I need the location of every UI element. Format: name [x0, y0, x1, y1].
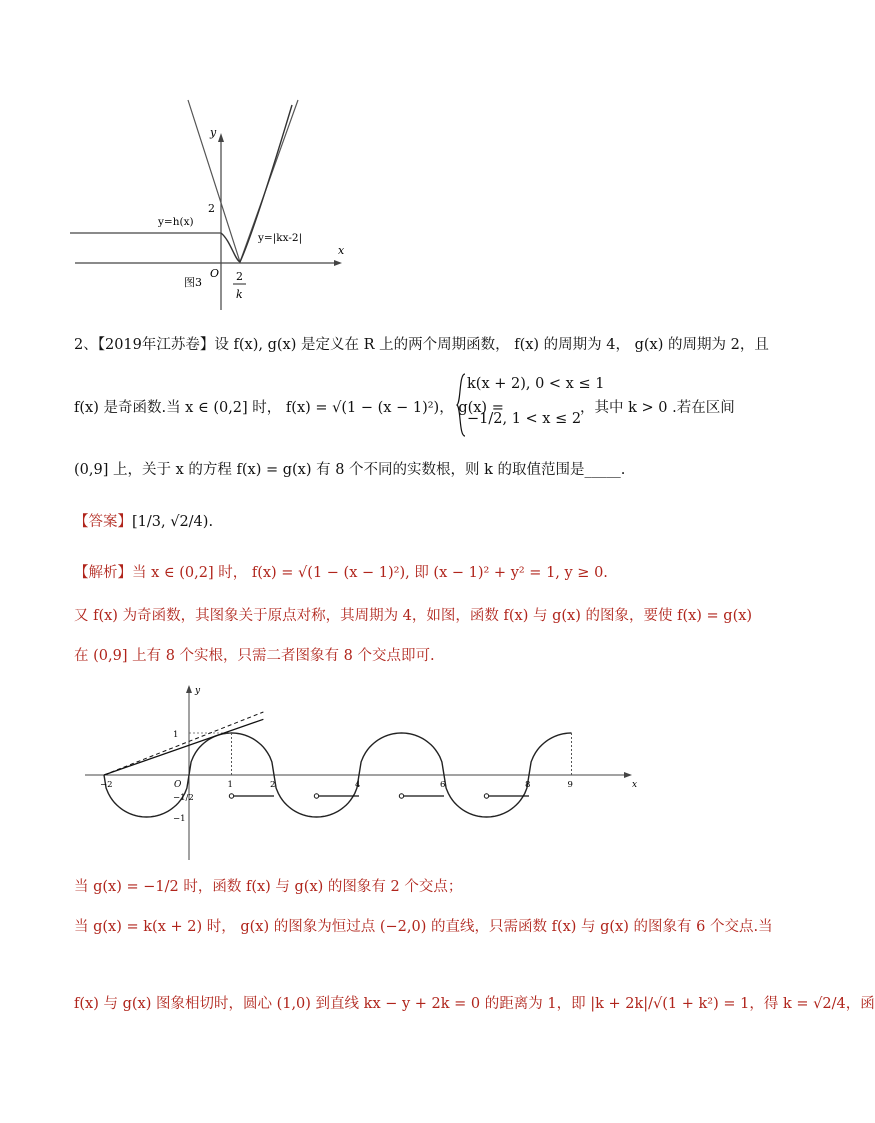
periodic-function-graph	[70, 680, 650, 870]
label-abs: y=|kx-2|	[258, 232, 303, 244]
origin-label: O	[174, 780, 182, 790]
x-axis-label: x	[632, 780, 638, 790]
x-tick-label: 1	[227, 780, 233, 790]
y-tick-label: 1	[173, 730, 179, 740]
x-tick-label: 4	[355, 780, 361, 790]
piecewise-brace	[455, 372, 467, 438]
piece-1: k(x + 2), 0 < x ≤ 1	[467, 376, 605, 392]
problem-number: 2、	[74, 337, 98, 353]
y-axis-arrow	[218, 133, 224, 142]
x-tick-label: 2	[270, 780, 276, 790]
bottom-line-3: f(x) 与 g(x) 图象相切时，圆心 (1,0) 到直线 kx − y + 2k = 0 的距离为 1，即 |k + 2k|/√(1 + k²) = 1，得 k = √2/4，函	[74, 996, 875, 1012]
piece-2: −1/2, 1 < x ≤ 2	[467, 411, 582, 427]
bottom-line-2: 当 g(x) = k(x + 2) 时， g(x) 的图象为恒过点 (−2,0) 的直线，只需函数 f(x) 与 g(x) 的图象有 6 个交点.当	[74, 919, 773, 935]
x-axis-arrow	[624, 772, 632, 778]
x-axis-label: x	[338, 244, 345, 257]
analysis-text-1: 当 x ∈ (0,2] 时， f(x) = √(1 − (x − 1)²), 即 (x − 1)² + y² = 1, y ≥ 0.	[132, 565, 608, 581]
y-axis-arrow	[186, 685, 192, 693]
x-frac-num: 2	[236, 270, 243, 283]
bottom-line-1: 当 g(x) = −1/2 时，函数 f(x) 与 g(x) 的图象有 2 个交点；	[74, 879, 463, 895]
analysis-label: 【解析】	[74, 565, 132, 581]
open-point	[399, 794, 403, 798]
answer-label: 【答案】	[74, 514, 132, 530]
answer-value: [1/3, √2/4).	[132, 514, 214, 530]
open-point	[229, 794, 233, 798]
problem-line-1	[74, 335, 769, 355]
x-tick-label: 8	[525, 780, 531, 790]
problem-text-2b: f(x) = √(1 − (x − 1)²)，	[285, 400, 454, 416]
problem-text-2c: g(x) =	[458, 400, 504, 416]
analysis-line-1	[74, 563, 608, 583]
problem-line-2	[74, 398, 504, 418]
problem-text-1: 设 f(x), g(x) 是定义在 R 上的两个周期函数， f(x) 的周期为 4， g(x) 的周期为 2，且	[214, 337, 769, 353]
tangent-line	[104, 719, 263, 775]
y-tick-label: −1	[173, 814, 186, 824]
problem-text-2d: ，其中 k > 0 .若在区间	[580, 400, 735, 416]
y-axis-label: y	[210, 126, 217, 139]
x-axis-arrow	[334, 260, 342, 266]
analysis-line-2: 又 f(x) 为奇函数，其图象关于原点对称，其周期为 4，如图，函数 f(x) 与 g(x) 的图象，要使 f(x) = g(x)	[74, 608, 753, 624]
x-tick-label: 6	[440, 780, 446, 790]
dashed-line	[104, 712, 263, 775]
problem-source: 【2019年江苏卷】	[97, 337, 215, 353]
problem-text-2a: f(x) 是奇函数.当 x ∈ (0,2] 时，	[74, 400, 282, 416]
y-axis-label: y	[195, 686, 201, 696]
open-point	[484, 794, 488, 798]
problem-line-3: (0,9] 上，关于 x 的方程 f(x) = g(x) 有 8 个不同的实数根，则 k 的取值范围是_____.	[74, 462, 626, 478]
answer-line	[74, 512, 213, 532]
analysis-line-3: 在 (0,9] 上有 8 个实根，只需二者图象有 8 个交点即可.	[74, 648, 435, 664]
origin-label: O	[210, 267, 220, 280]
y-tick-label: −1/2	[173, 793, 194, 803]
x-tick-label: −2	[100, 780, 113, 790]
caption-fig3: 图3	[184, 276, 202, 289]
x-tick-label: 9	[567, 780, 573, 790]
figure-3-graph	[70, 100, 360, 320]
open-point	[314, 794, 318, 798]
x-frac-den: k	[236, 288, 243, 301]
tick-two: 2	[208, 202, 215, 215]
label-h: y=h(x)	[158, 216, 194, 228]
